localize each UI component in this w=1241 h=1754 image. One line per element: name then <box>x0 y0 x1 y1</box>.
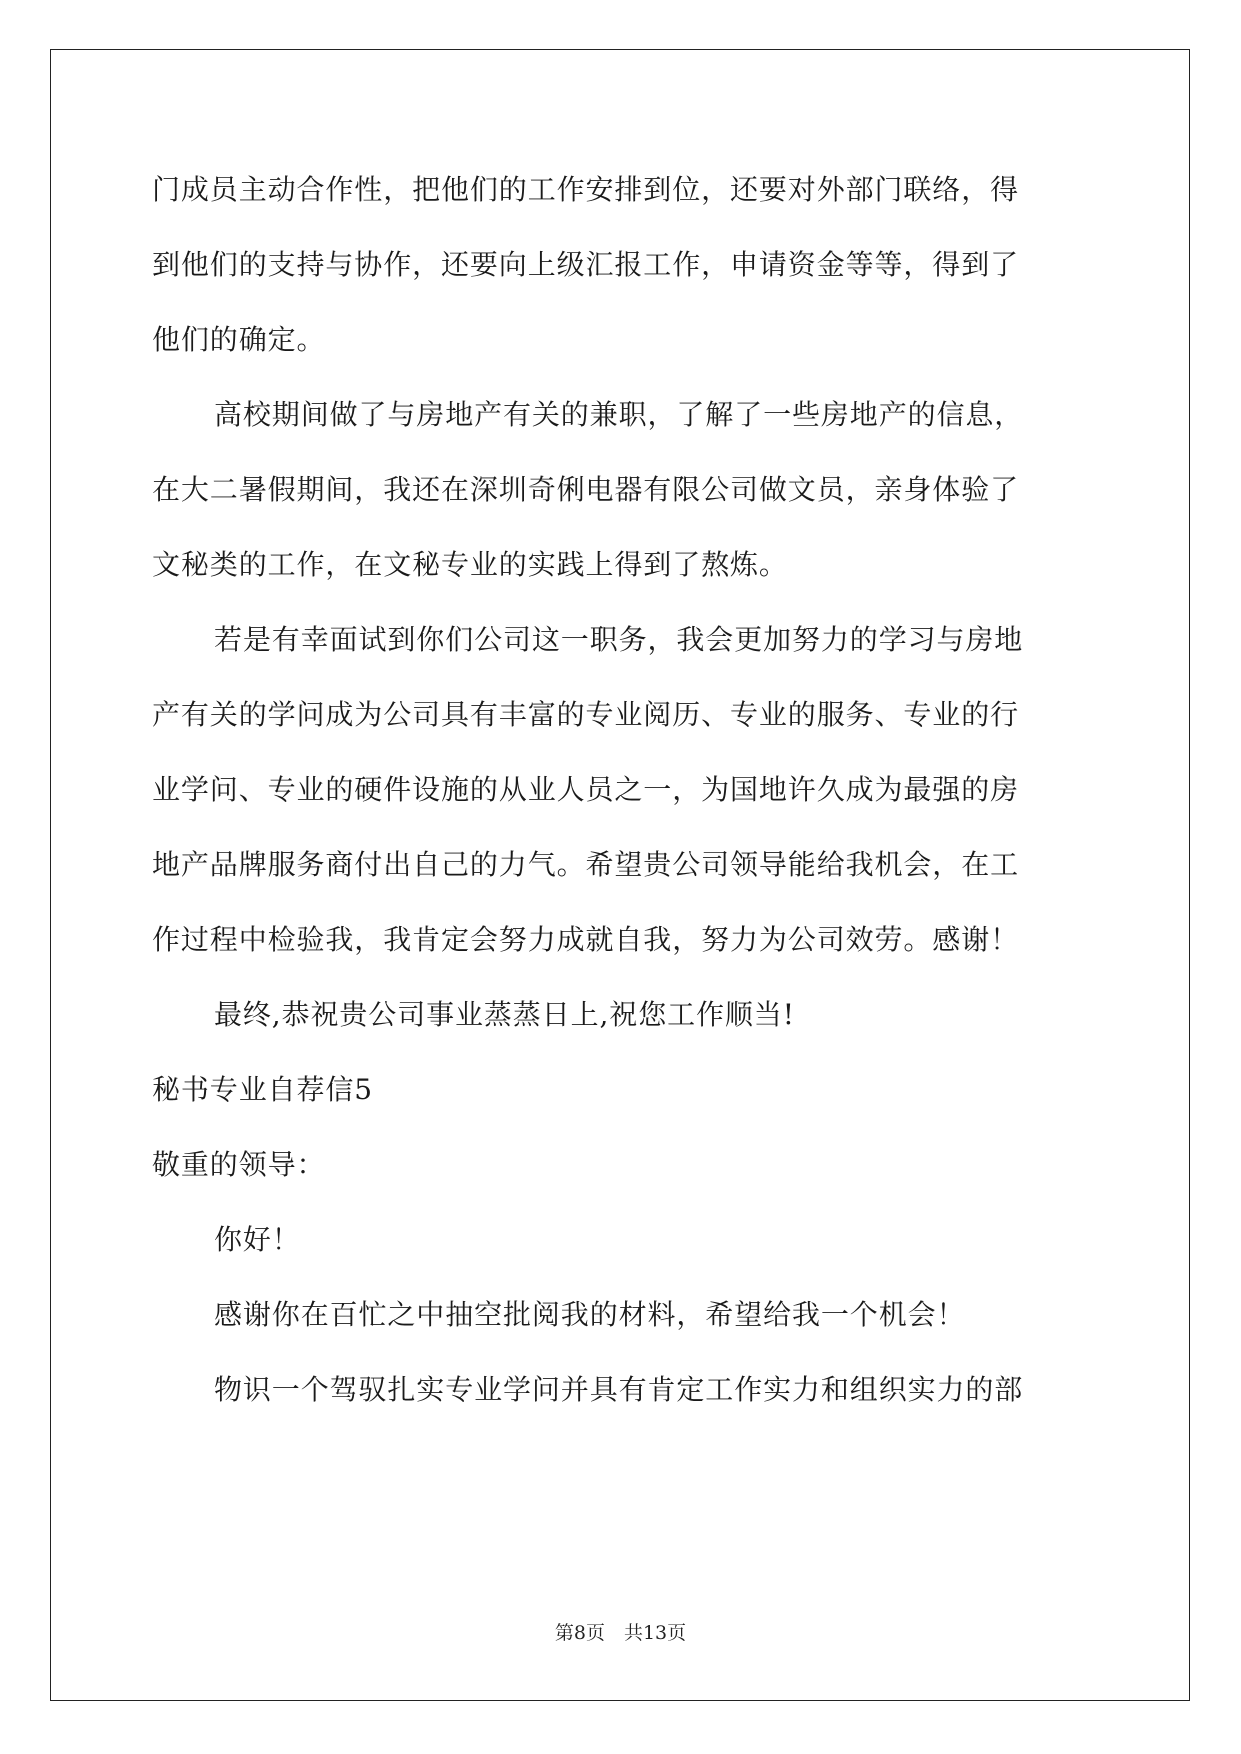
paragraph-start-line: 感谢你在百忙之中抽空批阅我的材料，希望给我一个机会！ <box>214 1298 966 1331</box>
text-line: 产有关的学问成为公司具有丰富的专业阅历、专业的服务、专业的行 <box>152 698 1020 731</box>
text-line: 地产品牌服务商付出自己的力气。希望贵公司领导能给我机会，在工 <box>152 848 1020 881</box>
text-line: 作过程中检验我，我肯定会努力成就自我，努力为公司效劳。感谢！ <box>152 923 1020 956</box>
closing-wishes-line: 最终,恭祝贵公司事业蒸蒸日上,祝您工作顺当! <box>214 998 795 1031</box>
text-line: 文秘类的工作，在文秘专业的实践上得到了熬炼。 <box>152 548 788 581</box>
text-line: 门成员主动合作性，把他们的工作安排到位，还要对外部门联络，得 <box>152 173 1020 206</box>
greeting: 你好！ <box>214 1223 301 1256</box>
text-line: 业学问、专业的硬件设施的从业人员之一，为国地许久成为最强的房 <box>152 773 1020 806</box>
text-line: 到他们的支持与协作，还要向上级汇报工作，申请资金等等，得到了 <box>152 248 1020 281</box>
paragraph-start-line: 若是有幸面试到你们公司这一职务，我会更加努力的学习与房地 <box>214 623 1024 656</box>
page-number-footer: 第8页 共13页 <box>554 1622 687 1644</box>
section-heading: 秘书专业自荐信5 <box>152 1073 374 1106</box>
text-line: 他们的确定。 <box>152 323 326 356</box>
paragraph-start-line: 高校期间做了与房地产有关的兼职，了解了一些房地产的信息， <box>214 398 1024 431</box>
salutation: 敬重的领导： <box>152 1148 326 1181</box>
text-line: 在大二暑假期间，我还在深圳奇俐电器有限公司做文员，亲身体验了 <box>152 473 1020 506</box>
paragraph-start-line: 物识一个驾驭扎实专业学问并具有肯定工作实力和组织实力的部 <box>214 1373 1024 1406</box>
